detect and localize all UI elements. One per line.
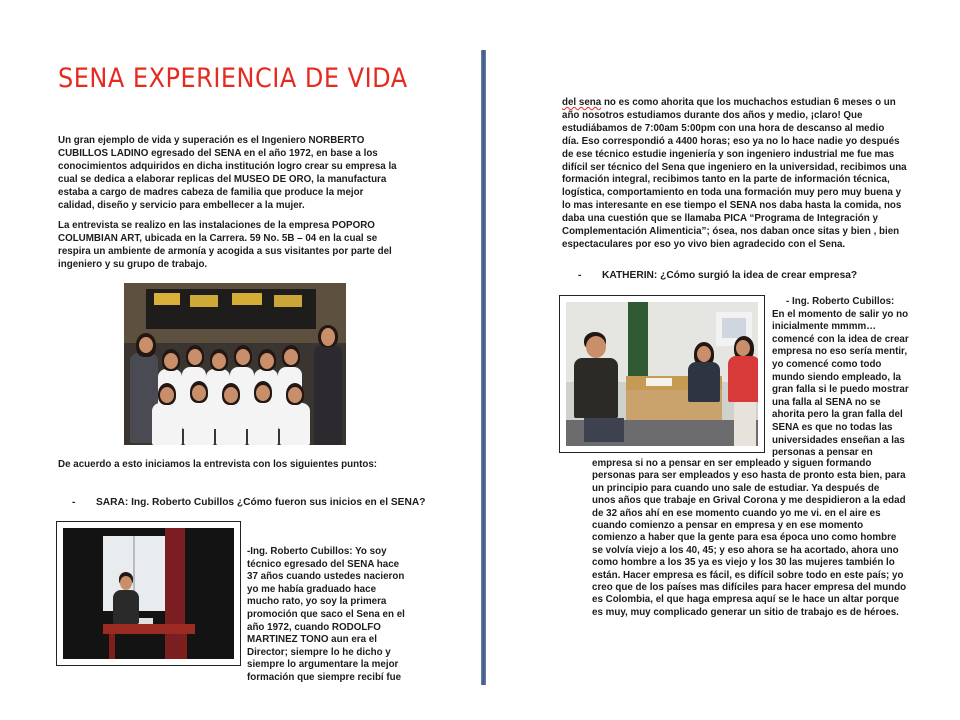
text-line: Complementación Alimenticia”; ósea, nos daban once sitas y bien , bien <box>562 226 900 238</box>
text-line: estudiábamos de 7:00am 5:00pm con una hora de descanso al medio <box>562 122 885 134</box>
office-photo-left <box>56 521 241 666</box>
text-line: Director; siempre lo he dicho y <box>247 646 391 658</box>
text-line: siempre lo argumentare la mejor <box>247 659 399 671</box>
text-line: del sena no es como ahorita que los muchachos estudian 6 meses o un <box>562 97 896 108</box>
text-line: año 1972, cuando RODOLFO <box>247 621 381 633</box>
continuation-paragraph <box>562 97 952 252</box>
text-line: espectaculares por eso yo vivo bien agradecido con el Sena. <box>562 238 846 250</box>
text-line: COLUMBIAN ART, ubicada en la Carrera. 59 No. 5B – 04 en la cual se <box>58 232 378 244</box>
page-title: SENA EXPERIENCIA DE VIDA <box>58 63 408 94</box>
text-line: daba una cuestión que se llamaba PICA “Programa de Integración y <box>562 213 878 225</box>
text-line: yo me había graduado hace <box>247 583 377 595</box>
text-line: comienzo a haber que la gente para esa época uno como hombre <box>592 532 897 544</box>
first-word: del sena <box>562 97 602 108</box>
text-line: -Ing. Roberto Cubillos: Yo soy <box>247 546 387 557</box>
text-line: formación integral, recibimos tanto en la parte de información técnica, <box>562 174 890 186</box>
text-line: gran falla si le puedo mostrar <box>772 384 909 396</box>
text-line: logística, comportamiento en toda una formación muy pero muy buena y <box>562 187 902 199</box>
text-line: personas a pensar en <box>772 447 873 459</box>
text-line: lo mas interesante en ese tiempo el SENA nos daba hasta la comida, nos <box>562 200 902 212</box>
text-line: formación que siempre recibí fue <box>247 671 402 683</box>
text-line: técnico egresado del SENA hace <box>247 558 400 570</box>
text-line: mucho rato, yo soy la primera <box>247 596 387 608</box>
text-line: yo comencé como todo <box>772 358 882 370</box>
text-line: empresa no eso sería mentir, <box>772 346 908 358</box>
text-line: MARTINEZ TONO aun era el <box>247 634 377 646</box>
text-line: SENA es que no todas las <box>772 421 893 433</box>
text-line: En el momento de salir yo no <box>772 308 909 320</box>
text-line: ingeniero y su grupo de trabajo. <box>58 258 208 270</box>
question-katherin <box>578 270 938 281</box>
text-line: La entrevista se realizo en las instalaciones de la empresa POPORO <box>58 220 375 231</box>
text-line: un principio para cuando uno sale de estudiar. Ya después de <box>592 482 880 494</box>
text-line: es muy, muy complicado generar un sitio de trabajo es de héroes. <box>592 606 899 618</box>
text-line: respira un ambiente de armonía y acogida a sus visitantes por parte del <box>58 245 392 257</box>
text-line: conocimientos adquiridos en dicha institución logro crear su empresa la <box>58 160 397 172</box>
office-photo-right <box>559 295 765 453</box>
text-line: año nosotros estudiamos durante dos años y medio, ¡claro! Que <box>562 109 863 121</box>
text-line: estaba a cargo de madres cabeza de familia que produce la mejor <box>58 186 364 198</box>
text-line: de 32 años ahí en ese momento cuando yo me vi. en el aire es <box>592 507 881 519</box>
text-line: 37 años cuando ustedes nacieron <box>247 571 405 583</box>
question-sara <box>72 497 462 508</box>
intro-paragraph <box>58 135 418 212</box>
text-line: unos años que trabaje en Grival Corona y me despidieron a la edad <box>592 495 906 507</box>
text-line: ahorita pero la gran falla del <box>772 409 903 421</box>
text-line: - Ing. Roberto Cubillos: <box>786 296 895 307</box>
text-line: cual se dedica a elaborar replicas del MUSEO DE ORO, la manufactura <box>58 173 387 185</box>
answer-side-paragraph <box>772 296 952 460</box>
text-line: se volvía viejo a los 40, 45; y eso ahora se ha acortado, ahora uno <box>592 544 899 556</box>
text-line: CUBILLOS LADINO egresado del SENA en el año 1972, en base a los <box>58 147 378 159</box>
answer-paragraph-left <box>247 546 469 685</box>
list-dash: - <box>72 497 76 508</box>
text-line: mundo siendo empleado, la <box>772 371 902 383</box>
text-line: creo que de los países mas difíciles para hacer empresa del mundo <box>592 582 907 594</box>
question-text: KATHERIN: ¿Cómo surgió la idea de crear empresa? <box>602 270 858 281</box>
text-line: cuando comienzo a pensar en empresa y en ese momento <box>592 520 864 532</box>
interview-paragraph <box>58 220 418 272</box>
text-line: como hombre a los 35 ya es viejo y los 30 las mujeres también lo <box>592 557 895 569</box>
text-line: están. Hacer empresa es fácil, es difícil sobre todo en este país; yo <box>592 569 904 581</box>
text-line: calidad, diseño y servicio para embellecer a la mujer. <box>58 199 305 211</box>
text-line: promoción que saco el Sena en el <box>247 608 405 620</box>
text-line: comencé con la idea de crear <box>772 333 909 345</box>
text-line: inicialmente mmmm… <box>772 321 876 333</box>
points-intro: De acuerdo a esto iniciamos la entrevista con los siguientes puntos: <box>58 459 378 470</box>
list-dash: - <box>578 270 582 281</box>
text-line: universidades enseñan a las <box>772 434 905 446</box>
answer-full-paragraph <box>592 458 954 619</box>
text-line: de ese técnico estudie ingeniería y son ingeniero industrial me fue mas <box>562 148 895 160</box>
question-text: SARA: Ing. Roberto Cubillos ¿Cómo fueron sus inicios en el SENA? <box>96 497 426 508</box>
text-line: día. Eso correspondió a 4400 horas; eso ya no lo hace nadie yo después <box>562 135 900 147</box>
text-line: Un gran ejemplo de vida y superación es el Ingeniero NORBERTO <box>58 135 365 146</box>
text-line: empresa si no a pensar en ser empleado y siguen formando <box>592 458 872 469</box>
right-page <box>486 0 960 720</box>
text-line: es Colombia, el que haga empresa aquí se le hace un altar porque <box>592 594 900 606</box>
text-line: una falla al SENA no se <box>772 396 881 408</box>
group-photo <box>124 283 346 445</box>
text-line: personas para ser empleados y eso hasta de pronto esta bien, para <box>592 470 906 482</box>
text-line: difícil ser técnico del Sena que ingeniero en la universidad, recibimos una <box>562 161 907 173</box>
